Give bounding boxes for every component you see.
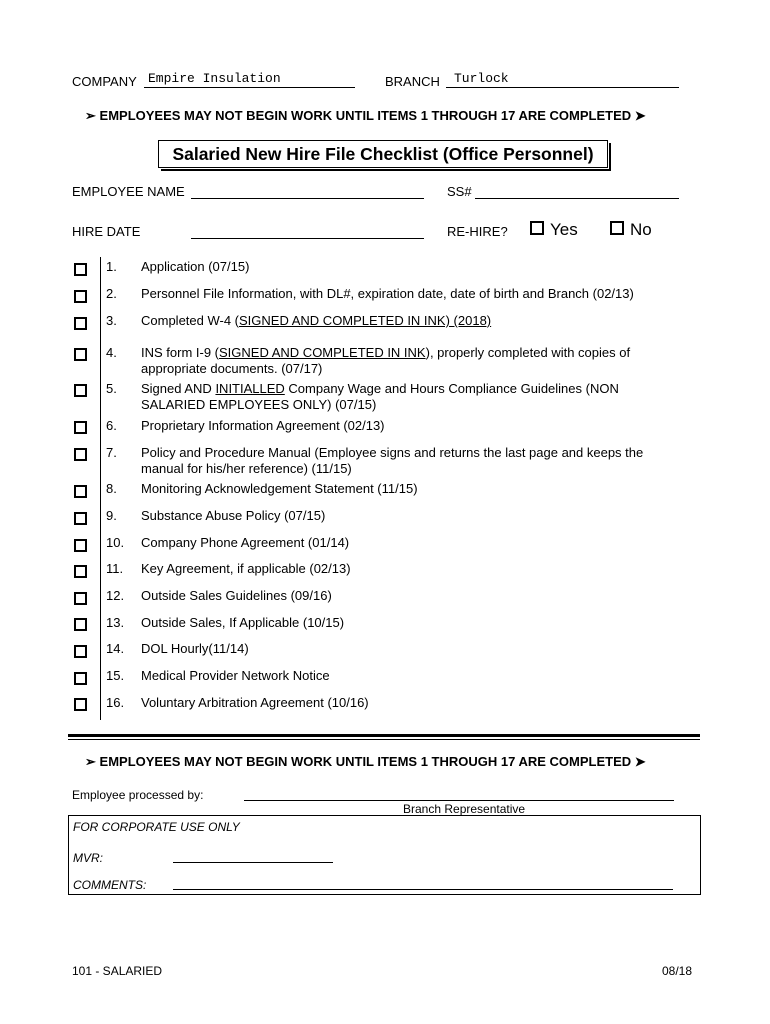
branch-value: Turlock: [454, 71, 509, 86]
item-1-checkbox[interactable]: [74, 263, 87, 276]
rehire-yes-label: Yes: [550, 220, 578, 239]
item-2-checkbox[interactable]: [74, 290, 87, 303]
ss-field[interactable]: [475, 183, 679, 199]
section-divider: [68, 734, 700, 737]
item-text: Application (07/15): [141, 259, 250, 274]
item-number: 2.: [106, 286, 117, 301]
item-13-checkbox[interactable]: [74, 618, 87, 631]
item-number: 9.: [106, 508, 117, 523]
footer-form-code: 101 - SALARIED: [72, 964, 163, 978]
comments-field[interactable]: [173, 876, 673, 890]
item-text: Policy and Procedure Manual (Employee signs and returns the last page and keeps the manual for his/her reference) (11/15): [141, 445, 644, 476]
warning-banner-bottom: [85, 754, 646, 770]
item-text: Proprietary Information Agreement (02/13): [141, 418, 385, 433]
corporate-use-box: [68, 815, 701, 895]
item-12-checkbox[interactable]: [74, 592, 87, 605]
item-text: INS form I-9 (SIGNED AND COMPLETED IN INK), properly completed with copies of appropriate documents. (07/17): [141, 345, 631, 376]
checklist-divider: [100, 257, 101, 720]
employee-name-field[interactable]: [191, 183, 424, 199]
processed-by-label: Employee processed by:: [72, 788, 204, 802]
hire-date-label: HIRE DATE: [72, 224, 141, 239]
item-8-checkbox[interactable]: [74, 485, 87, 498]
mvr-field[interactable]: [173, 849, 333, 863]
warning-text: EMPLOYEES MAY NOT BEGIN WORK UNTIL ITEMS 1 THROUGH 17 ARE COMPLETED: [99, 108, 632, 123]
item-number: 3.: [106, 313, 117, 328]
arrow-left-icon: ➤: [634, 754, 646, 769]
item-4-checkbox[interactable]: [74, 348, 87, 361]
item-number: 10.: [106, 535, 125, 550]
ss-label: SS#: [447, 184, 472, 199]
rehire-no-checkbox[interactable]: [610, 221, 624, 235]
arrow-right-icon: ➢: [85, 108, 96, 123]
item-text: Key Agreement, if applicable (02/13): [141, 561, 351, 576]
item-number: 11.: [106, 561, 124, 576]
item-15-checkbox[interactable]: [74, 672, 87, 685]
item-text: Substance Abuse Policy (07/15): [141, 508, 326, 523]
rehire-yes-checkbox[interactable]: [530, 221, 544, 235]
rehire-no-label: No: [630, 220, 652, 239]
item-9-checkbox[interactable]: [74, 512, 87, 525]
item-number: 7.: [106, 445, 117, 460]
item-3-checkbox[interactable]: [74, 317, 87, 330]
item-number: 6.: [106, 418, 117, 433]
item-number: 13.: [106, 615, 125, 630]
employee-name-label: EMPLOYEE NAME: [72, 184, 185, 199]
item-number: 15.: [106, 668, 125, 683]
item-16-checkbox[interactable]: [74, 698, 87, 711]
item-text: Monitoring Acknowledgement Statement (11/15): [141, 481, 418, 496]
company-field[interactable]: [144, 71, 355, 88]
hire-date-field[interactable]: [191, 223, 424, 239]
rehire-label: RE-HIRE?: [447, 224, 508, 239]
footer-date: 08/18: [662, 964, 693, 978]
item-number: 14.: [106, 641, 125, 656]
warning-banner-top: [85, 108, 646, 124]
item-text: Outside Sales, If Applicable (10/15): [141, 615, 345, 630]
corporate-heading: FOR CORPORATE USE ONLY: [73, 820, 240, 834]
page-title: Salaried New Hire File Checklist (Office Personnel): [158, 140, 608, 168]
comments-label: COMMENTS:: [73, 878, 147, 892]
item-number: 8.: [106, 481, 117, 496]
branch-label: BRANCH: [385, 74, 440, 89]
processed-by-field[interactable]: [244, 785, 674, 801]
arrow-right-icon: ➢: [85, 754, 96, 769]
item-text: Outside Sales Guidelines (09/16): [141, 588, 332, 603]
item-7-checkbox[interactable]: [74, 448, 87, 461]
branch-representative-label: Branch Representative: [403, 802, 526, 816]
warning-text: EMPLOYEES MAY NOT BEGIN WORK UNTIL ITEMS 1 THROUGH 17 ARE COMPLETED: [99, 754, 632, 769]
item-text: DOL Hourly(11/14): [141, 641, 249, 656]
item-text: Personnel File Information, with DL#, expiration date, date of birth and Branch (02/13): [141, 286, 634, 301]
item-6-checkbox[interactable]: [74, 421, 87, 434]
item-text: Company Phone Agreement (01/14): [141, 535, 350, 550]
item-text: Voluntary Arbitration Agreement (10/16): [141, 695, 369, 710]
arrow-left-icon: ➤: [634, 108, 646, 123]
item-text: Signed AND INITIALLED Company Wage and Hours Compliance Guidelines (NON SALARIED EMPLOYEES ONLY) (07/15): [141, 381, 619, 412]
mvr-label: MVR:: [73, 851, 103, 865]
item-text: Completed W-4 (SIGNED AND COMPLETED IN INK) (2018): [141, 313, 492, 328]
item-number: 4.: [106, 345, 117, 360]
company-value: Empire Insulation: [148, 71, 281, 86]
item-11-checkbox[interactable]: [74, 565, 87, 578]
item-14-checkbox[interactable]: [74, 645, 87, 658]
section-divider-thin: [68, 739, 700, 740]
company-label: COMPANY: [72, 74, 137, 89]
item-text: Medical Provider Network Notice: [141, 668, 330, 683]
branch-field[interactable]: [446, 71, 679, 88]
item-number: 16.: [106, 695, 125, 710]
item-10-checkbox[interactable]: [74, 539, 87, 552]
item-number: 5.: [106, 381, 117, 396]
item-5-checkbox[interactable]: [74, 384, 87, 397]
item-number: 1.: [106, 259, 117, 274]
item-number: 12.: [106, 588, 125, 603]
